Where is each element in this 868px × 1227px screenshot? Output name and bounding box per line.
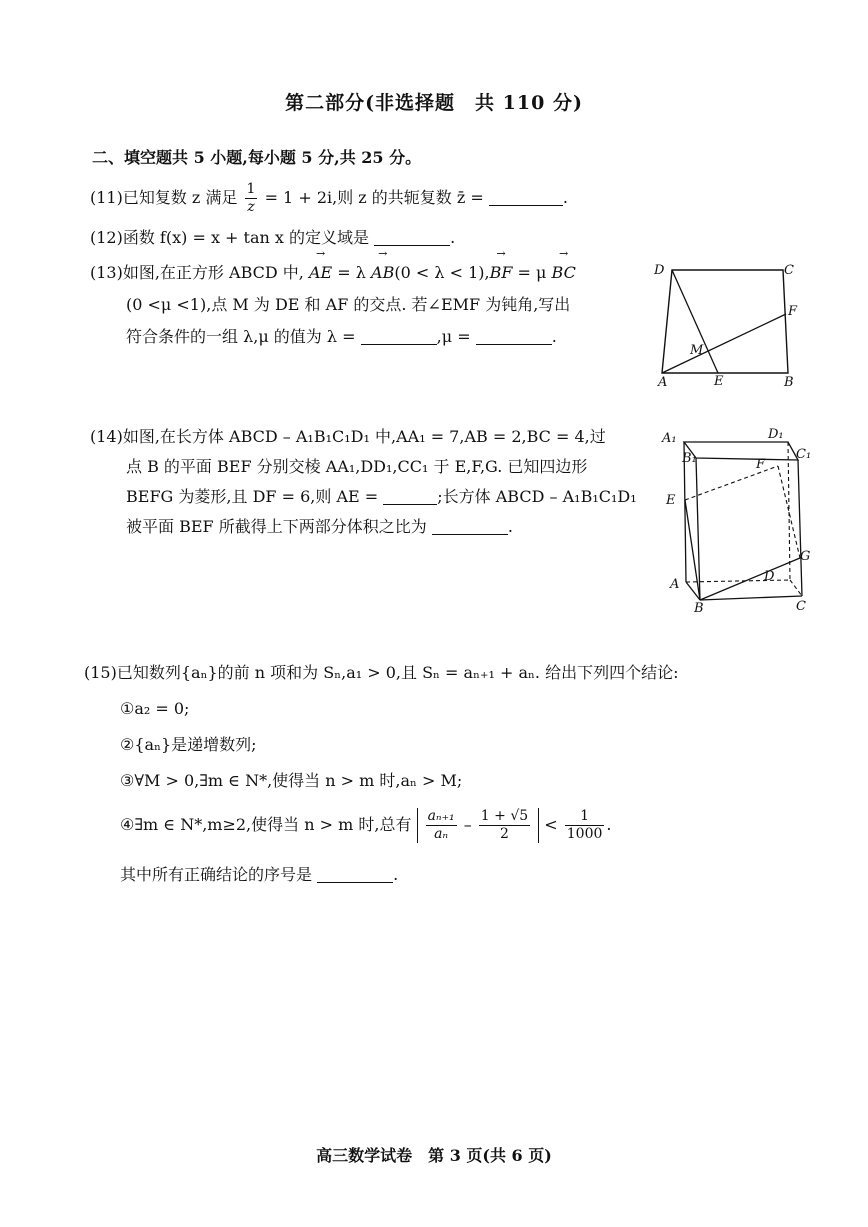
q13-line1-a: 如图,在正方形 ABCD 中,	[122, 263, 304, 282]
q14-line1-text: 如图,在长方体 ABCD – A₁B₁C₁D₁ 中,AA₁ = 7,AB = 2,BC = 4,过	[122, 427, 606, 446]
q13-label-b: B	[784, 375, 794, 390]
q14-label-d: D	[764, 569, 775, 584]
q14-label-e: E	[666, 493, 676, 508]
q13-line1	[90, 260, 576, 286]
q13-label-e: E	[714, 374, 724, 389]
q13-label-c: C	[784, 263, 794, 278]
q13-line3	[126, 324, 576, 350]
q13-line3-a: 符合条件的一组 λ,μ 的值为 λ =	[126, 327, 356, 346]
q15-c4-frac1-den: aₙ	[434, 826, 449, 842]
q11-fraction	[245, 181, 258, 216]
section-heading: 二、填空题共 5 小题,每小题 5 分,共 25 分。	[92, 148, 422, 167]
q15-ask: 其中所有正确结论的序号是	[120, 865, 313, 884]
q14-label-a1: A₁	[662, 431, 677, 446]
q14-label-c1: C₁	[796, 447, 812, 462]
question-11	[90, 181, 568, 216]
q13-line3-c: .	[551, 327, 557, 346]
q13-vector-bc: → BC	[552, 260, 576, 286]
q15-c4-less-than: <	[544, 815, 558, 834]
q15-question	[120, 862, 398, 888]
q15-conclusion-4	[120, 808, 611, 843]
q15-conclusion-3: ③∀M > 0,∃m ∈ N*,使得当 n > m 时,aₙ > M;	[120, 771, 463, 790]
q15-intro: 已知数列{aₙ}的前 n 项和为 Sₙ,a₁ > 0,且 Sₙ = aₙ₊₁ + aₙ. 给出下列四个结论:	[116, 663, 679, 682]
question-12	[90, 225, 455, 251]
q15-c4-frac3-den: 1000	[566, 826, 603, 842]
q13-label-a: A	[658, 375, 668, 390]
q13-vector-ab: → AB	[371, 260, 394, 286]
q15-ask-end: .	[393, 865, 399, 884]
question-14	[90, 424, 637, 540]
q15-conclusion-1: ①a₂ = 0;	[120, 699, 190, 718]
q13-line3-b: ,μ =	[436, 327, 471, 346]
q11-end: .	[562, 188, 568, 207]
q11-frac-numerator: 1	[246, 181, 256, 197]
q15-c4-frac1	[426, 808, 457, 843]
q14-box-figure	[660, 420, 820, 620]
q11-answer-blank[interactable]	[489, 189, 563, 206]
q11-number: (11)	[90, 188, 123, 207]
q13-line2: (0 <μ <1),点 M 为 DE 和 AF 的交点. 若∠EMF 为钝角,写出	[126, 295, 571, 314]
q15-c4-frac2-den: 2	[500, 826, 509, 842]
q14-label-f: F	[756, 457, 766, 472]
q11-text-part1: 已知复数 z 满足	[122, 188, 238, 207]
q12-answer-blank[interactable]	[374, 229, 450, 246]
q13-label-d: D	[654, 263, 665, 278]
q14-line3	[126, 484, 637, 510]
q14-line3-b: ;长方体 ABCD – A₁B₁C₁D₁	[437, 487, 637, 506]
q13-vector-bf: → BF	[490, 260, 513, 286]
page-footer: 高三数学试卷 第 3 页(共 6 页)	[316, 1146, 552, 1165]
q13-mu-blank[interactable]	[476, 328, 552, 345]
q15-answer-blank[interactable]	[317, 866, 393, 883]
question-15	[84, 660, 678, 686]
q14-line4	[126, 514, 637, 540]
q15-c4-absolute-value	[417, 808, 540, 843]
q14-label-d1: D₁	[768, 427, 784, 442]
q15-c4-frac1-num: aₙ₊₁	[427, 808, 455, 824]
q14-line4-b: .	[507, 517, 513, 536]
q15-c4-minus: –	[463, 815, 472, 834]
q14-line4-a: 被平面 BEF 所截得上下两部分体积之比为	[126, 517, 427, 536]
q13-square-figure	[650, 258, 810, 393]
q13-line1-c: (0 < λ < 1),	[394, 263, 490, 282]
q14-line1	[90, 424, 637, 450]
q15-conclusion-2: ②{aₙ}是递增数列;	[120, 735, 257, 754]
q11-frac-denominator: z	[247, 199, 255, 215]
part-title: 第二部分(非选择题 共 110 分)	[285, 92, 583, 114]
q12-number: (12)	[90, 228, 123, 247]
q13-vector-ae: → AE	[309, 260, 332, 286]
q12-text: 函数 f(x) = x + tan x 的定义域是	[122, 228, 370, 247]
q13-label-f: F	[788, 304, 798, 319]
q13-lambda-blank[interactable]	[361, 328, 437, 345]
q14-ratio-blank[interactable]	[432, 518, 508, 535]
q13-label-m: M	[690, 343, 704, 358]
q15-c4-text: ④∃m ∈ N*,m≥2,使得当 n > m 时,总有	[120, 815, 412, 834]
q15-c4-frac2	[479, 808, 530, 843]
q13-line1-b: = λ	[337, 263, 366, 282]
q14-number: (14)	[90, 427, 123, 446]
q15-c4-end: .	[606, 815, 612, 834]
q15-number: (15)	[84, 663, 117, 682]
q14-label-b1: B₁	[682, 451, 697, 466]
q13-number: (13)	[90, 263, 123, 282]
q12-end: .	[450, 228, 456, 247]
q14-line2: 点 B 的平面 BEF 分别交棱 AA₁,DD₁,CC₁ 于 E,F,G. 已知四边形	[126, 457, 588, 476]
q15-c4-frac3-num: 1	[565, 808, 605, 826]
q14-label-c: C	[796, 599, 806, 614]
q14-line3-a: BEFG 为菱形,且 DF = 6,则 AE =	[126, 487, 379, 506]
q13-line1-d: = μ	[517, 263, 547, 282]
q14-ae-blank[interactable]	[383, 488, 437, 505]
q14-label-g: G	[800, 549, 811, 564]
q14-label-a: A	[670, 577, 680, 592]
q15-c4-frac3	[565, 808, 605, 843]
q11-text-part2: = 1 + 2i,则 z 的共轭复数 z̄ =	[264, 188, 484, 207]
question-13	[90, 260, 576, 350]
q15-c4-frac2-num: 1 + √5	[480, 808, 529, 824]
q14-label-b: B	[694, 601, 704, 616]
